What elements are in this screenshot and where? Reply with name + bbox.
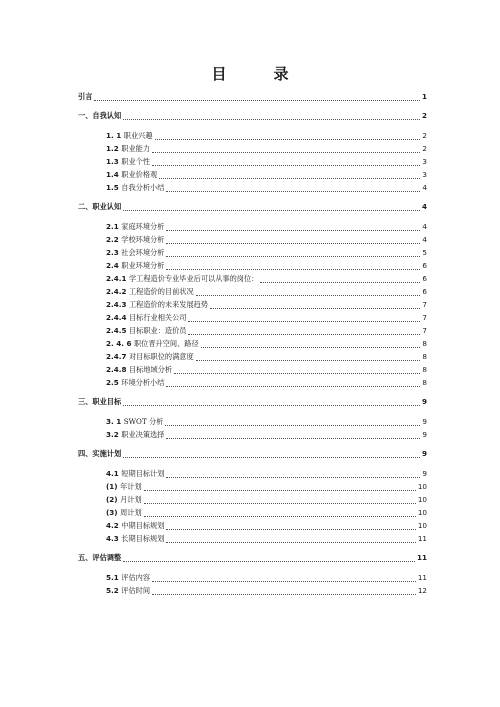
toc-entry-number: 1.5 xyxy=(106,183,122,192)
toc-entry-text: 职业价格观 xyxy=(121,170,158,179)
toc-section-entry[interactable] xyxy=(106,300,427,309)
toc-page-number: 3 xyxy=(422,170,427,179)
toc-page-number: 12 xyxy=(417,586,427,595)
toc-page-number: 2 xyxy=(421,111,427,120)
toc-section-entry[interactable] xyxy=(106,222,427,231)
toc-entry-number: 2.4.4 xyxy=(106,313,129,322)
toc-section-entry[interactable] xyxy=(106,170,427,179)
toc-page-number: 6 xyxy=(422,287,427,296)
toc-entry-number: 4.2 xyxy=(106,521,122,530)
toc-entry-label xyxy=(106,378,164,387)
toc-entry-label xyxy=(78,449,121,458)
dot-leader xyxy=(144,497,416,504)
toc-entry-text: 学工程造价专业毕业后可以从事的岗位： xyxy=(128,274,259,283)
toc-page-number: 10 xyxy=(417,482,427,491)
toc-entry-text: 年计划 xyxy=(120,482,142,491)
toc-entry-text: 学校环境分析 xyxy=(121,235,165,244)
toc-chapter-entry[interactable] xyxy=(78,92,427,101)
toc-entry-number: 1.4 xyxy=(106,170,122,179)
toc-entry-text: 家庭环境分析 xyxy=(121,222,165,231)
toc-entry-text: 中期目标规划 xyxy=(121,521,165,530)
toc-page-number: 11 xyxy=(417,534,427,543)
toc-chapter-entry[interactable] xyxy=(78,449,427,458)
toc-chapter-entry[interactable] xyxy=(78,202,427,211)
dot-leader xyxy=(166,380,420,387)
dot-leader xyxy=(166,237,420,244)
toc-page-number: 4 xyxy=(422,183,427,192)
toc-page-number: 8 xyxy=(422,352,427,361)
toc-entry-text: 周计划 xyxy=(120,508,142,517)
toc-entry-number: 5.1 xyxy=(106,573,122,582)
dot-leader xyxy=(155,133,421,140)
toc-section-entry[interactable] xyxy=(106,183,427,192)
toc-entry-number: 1.2 xyxy=(106,144,122,153)
toc-entry-text: 月计划 xyxy=(120,495,142,504)
dot-leader xyxy=(144,510,416,517)
dot-leader xyxy=(201,341,421,348)
toc-entry-label xyxy=(106,326,186,335)
dot-leader xyxy=(166,536,415,543)
toc-entry-number: 2.4.8 xyxy=(106,365,129,374)
dot-leader xyxy=(94,94,420,101)
toc-page-number: 5 xyxy=(422,248,427,257)
toc-entry-text: 职业个性 xyxy=(121,157,151,166)
toc-entry-text: 职业能力 xyxy=(121,144,151,153)
toc-page-number: 9 xyxy=(422,469,427,478)
toc-entry-number: 2. 4. 6 xyxy=(106,339,134,348)
toc-entry-label xyxy=(106,274,258,283)
toc-entry-text: 职业兴趣 xyxy=(123,131,153,140)
dot-leader xyxy=(152,146,420,153)
toc-section-entry[interactable] xyxy=(106,365,427,374)
dot-leader xyxy=(166,471,420,478)
toc-section-entry[interactable] xyxy=(106,235,427,244)
toc-page-number: 8 xyxy=(422,339,427,348)
dot-leader xyxy=(123,204,420,211)
toc-entry-text: 目标地域分析 xyxy=(128,365,173,374)
toc-entry-number: 3.2 xyxy=(106,430,122,439)
toc-section-entry[interactable] xyxy=(106,378,427,387)
toc-section-entry[interactable] xyxy=(106,144,427,153)
toc-page-number: 9 xyxy=(421,397,427,406)
toc-section-entry[interactable] xyxy=(106,339,427,348)
toc-entry-text: 目标职业：造价员 xyxy=(128,326,187,335)
toc-page-number: 10 xyxy=(417,521,427,530)
dot-leader xyxy=(123,451,420,458)
toc-entry-label xyxy=(106,131,153,140)
toc-section-entry[interactable] xyxy=(106,326,427,335)
dot-leader xyxy=(166,523,415,530)
dot-leader xyxy=(166,432,420,439)
toc-section-entry[interactable] xyxy=(106,495,427,504)
toc-entry-label xyxy=(106,482,142,491)
toc-entry-label xyxy=(106,469,164,478)
dot-leader xyxy=(166,263,420,270)
toc-entry-text: 目标行业相关公司 xyxy=(128,313,187,322)
toc-entry-number: 2.4.7 xyxy=(106,352,129,361)
dot-leader xyxy=(188,315,420,322)
dot-leader xyxy=(165,419,420,426)
toc-section-entry[interactable] xyxy=(106,573,427,582)
toc-entry-number: (1) xyxy=(106,482,121,491)
toc-entry-label xyxy=(106,586,150,595)
dot-leader xyxy=(196,289,421,296)
toc-entry-label xyxy=(106,417,163,426)
toc-section-entry[interactable] xyxy=(106,534,427,543)
toc-entry-number: 1. 1 xyxy=(106,131,124,140)
toc-entry-text: 工程造价的未来发展趋势 xyxy=(128,300,209,309)
toc-entry-text: 二、职业认知 xyxy=(78,202,122,211)
toc-entry-text: 五、评估调整 xyxy=(78,553,122,562)
toc-entry-label xyxy=(78,553,121,562)
toc-entry-number: 3. 1 xyxy=(106,417,124,426)
dot-leader xyxy=(152,159,420,166)
toc-entry-label xyxy=(106,339,199,348)
toc-entry-text: 评估内容 xyxy=(121,573,151,582)
page-title: 目 录 xyxy=(211,65,305,83)
toc-section-entry[interactable] xyxy=(106,482,427,491)
dot-leader xyxy=(144,484,416,491)
dot-leader xyxy=(152,588,416,595)
toc-entry-label xyxy=(106,261,164,270)
toc-entry-text: 工程造价的目前状况 xyxy=(128,287,194,296)
toc-chapter-entry[interactable] xyxy=(78,553,427,562)
toc-entry-text: SWOT 分析 xyxy=(123,417,164,426)
dot-leader xyxy=(260,276,420,283)
dot-leader xyxy=(174,367,420,374)
toc-entry-number: 4.1 xyxy=(106,469,122,478)
toc-entry-number: 2.1 xyxy=(106,222,122,231)
toc-page-number: 9 xyxy=(422,417,427,426)
toc-entry-text: 环境分析小结 xyxy=(121,378,165,387)
toc-page-number: 7 xyxy=(422,313,427,322)
toc-page-number: 8 xyxy=(422,365,427,374)
toc-entry-label xyxy=(106,430,164,439)
toc-entry-label xyxy=(78,92,92,101)
toc-entry-text: 职业环境分析 xyxy=(121,261,165,270)
toc-page-number: 10 xyxy=(417,495,427,504)
toc-section-entry[interactable] xyxy=(106,248,427,257)
toc-entry-label xyxy=(106,144,150,153)
toc-page-number: 2 xyxy=(422,131,427,140)
toc-page-number: 4 xyxy=(422,235,427,244)
toc-entry-text: 评估时间 xyxy=(121,586,151,595)
toc-entry-label xyxy=(106,235,164,244)
toc-entry-label xyxy=(106,170,157,179)
dot-leader xyxy=(210,302,420,309)
toc-entry-label xyxy=(106,365,172,374)
dot-leader xyxy=(152,575,416,582)
toc-entry-number: 2.4 xyxy=(106,261,122,270)
toc-page-number: 10 xyxy=(417,508,427,517)
toc-entry-label xyxy=(78,397,121,406)
toc-entry-number: 4.3 xyxy=(106,534,122,543)
toc-section-entry[interactable] xyxy=(106,352,427,361)
toc-entry-number: 1.3 xyxy=(106,157,122,166)
toc-entry-label xyxy=(106,508,142,517)
toc-entry-label xyxy=(106,183,164,192)
toc-entry-text: 职业决策选择 xyxy=(121,430,165,439)
toc-entry-label xyxy=(106,352,194,361)
toc-entry-label xyxy=(106,534,164,543)
dot-leader xyxy=(188,328,420,335)
toc-entry-number: 5.2 xyxy=(106,586,122,595)
toc-section-entry[interactable] xyxy=(106,430,427,439)
toc-entry-text: 一、自我认知 xyxy=(78,111,122,120)
toc-section-entry[interactable] xyxy=(106,417,427,426)
dot-leader xyxy=(166,250,420,257)
toc-chapter-entry[interactable] xyxy=(78,397,427,406)
dot-leader xyxy=(196,354,421,361)
toc-entry-text: 长期目标规划 xyxy=(121,534,165,543)
dot-leader xyxy=(166,185,420,192)
toc-entry-label xyxy=(106,313,186,322)
toc-entry-number: 2.4.1 xyxy=(106,274,129,283)
toc-page-number: 1 xyxy=(421,92,427,101)
toc-section-entry[interactable] xyxy=(106,521,427,530)
dot-leader xyxy=(123,399,420,406)
toc-entry-number: 2.3 xyxy=(106,248,122,257)
toc-page-number: 11 xyxy=(416,553,427,562)
toc-page-number: 4 xyxy=(422,222,427,231)
toc-section-entry[interactable] xyxy=(106,313,427,322)
dot-leader xyxy=(123,113,420,120)
toc-page-number: 9 xyxy=(421,449,427,458)
toc-section-entry[interactable] xyxy=(106,157,427,166)
toc-entry-number: 2.2 xyxy=(106,235,122,244)
toc-section-entry[interactable] xyxy=(106,274,427,283)
toc-entry-text: 职位晋升空间、路径 xyxy=(133,339,199,348)
toc-entry-label xyxy=(106,300,208,309)
toc-section-entry[interactable] xyxy=(106,469,427,478)
toc-page-number: 8 xyxy=(422,378,427,387)
toc-page-number: 9 xyxy=(422,430,427,439)
toc-entry-label xyxy=(106,248,164,257)
toc-entry-label xyxy=(106,521,164,530)
toc-entry-text: 对目标职位的满意度 xyxy=(128,352,194,361)
dot-leader xyxy=(123,555,415,562)
toc-entry-text: 四、实施计划 xyxy=(78,449,122,458)
toc-section-entry[interactable] xyxy=(106,261,427,270)
toc-entry-text: 短期目标计划 xyxy=(121,469,165,478)
toc-entry-number: 2.4.2 xyxy=(106,287,129,296)
toc-section-entry[interactable] xyxy=(106,131,427,140)
toc-entry-label xyxy=(78,111,121,120)
toc-section-entry[interactable] xyxy=(106,586,427,595)
toc-page-number: 4 xyxy=(421,202,427,211)
toc-entry-text: 自我分析小结 xyxy=(121,183,165,192)
dot-leader xyxy=(159,172,420,179)
toc-section-entry[interactable] xyxy=(106,287,427,296)
toc-page-number: 6 xyxy=(422,274,427,283)
toc-page-number: 7 xyxy=(422,300,427,309)
toc-entry-text: 引言 xyxy=(78,92,93,101)
toc-entry-label xyxy=(106,157,150,166)
toc-entry-number: 2.5 xyxy=(106,378,122,387)
dot-leader xyxy=(166,224,420,231)
toc-entry-text: 社会环境分析 xyxy=(121,248,165,257)
toc-entry-label xyxy=(106,287,194,296)
toc-entry-number: (2) xyxy=(106,495,121,504)
toc-page-number: 3 xyxy=(422,157,427,166)
toc-page-number: 7 xyxy=(422,326,427,335)
toc-entry-number: 2.4.5 xyxy=(106,326,129,335)
toc-entry-label xyxy=(106,222,164,231)
toc-entry-label xyxy=(78,202,121,211)
toc-entry-label xyxy=(106,573,150,582)
toc-entry-label xyxy=(106,495,142,504)
toc-entry-number: 2.4.3 xyxy=(106,300,129,309)
toc-entry-text: 三、职业目标 xyxy=(78,397,122,406)
toc-page-number: 11 xyxy=(417,573,427,582)
toc-section-entry[interactable] xyxy=(106,508,427,517)
toc-chapter-entry[interactable] xyxy=(78,111,427,120)
toc-entry-number: (3) xyxy=(106,508,121,517)
toc-page-number: 6 xyxy=(422,261,427,270)
toc-page-number: 2 xyxy=(422,144,427,153)
